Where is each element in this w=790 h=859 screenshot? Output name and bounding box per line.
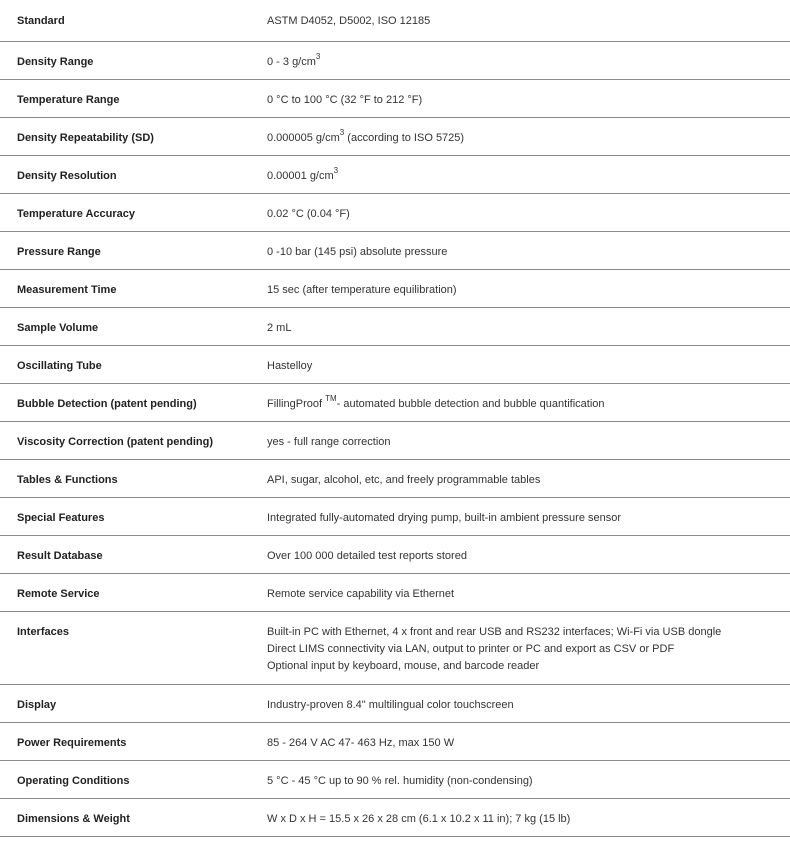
spec-value (250, 535, 790, 573)
spec-value-text-suffix: (according to ISO 5725) (344, 131, 465, 144)
spec-value-line (267, 697, 782, 714)
spec-value-line (267, 13, 782, 30)
spec-value-text: API, sugar, alcohol, etc, and freely programmable tables (267, 473, 541, 486)
spec-row (0, 459, 790, 497)
spec-row (0, 684, 790, 722)
spec-row (0, 722, 790, 760)
spec-value-line (267, 510, 782, 527)
spec-value (250, 193, 790, 231)
spec-value (250, 345, 790, 383)
spec-value-text: ASTM D4052, D5002, ISO 12185 (267, 15, 431, 27)
spec-value-line (267, 434, 782, 451)
spec-value (250, 155, 790, 193)
spec-row (0, 535, 790, 573)
spec-value-line (267, 735, 782, 752)
spec-label: Special Features (17, 511, 105, 524)
spec-row (0, 345, 790, 383)
spec-label: Temperature Accuracy (17, 207, 135, 220)
spec-value-line (267, 624, 782, 641)
spec-value-line (267, 358, 782, 375)
spec-value-text: 85 - 264 V AC 47- 463 Hz, max 150 W (267, 736, 455, 749)
spec-value (250, 421, 790, 459)
spec-row (0, 611, 790, 684)
spec-label: Bubble Detection (patent pending) (17, 397, 197, 410)
spec-value-text: Built-in PC with Ethernet, 4 x front and rear USB and RS232 interfaces; Wi-Fi via USB dongle (267, 625, 722, 638)
spec-label: Temperature Range (17, 93, 120, 106)
spec-row (0, 497, 790, 535)
spec-row (0, 573, 790, 611)
spec-value-line (267, 244, 782, 261)
spec-value-line (267, 811, 782, 828)
spec-value-text: FillingProof (267, 397, 326, 410)
spec-value-text: 5 °C - 45 °C up to 90 % rel. humidity (non-condensing) (267, 774, 533, 787)
spec-value (250, 117, 790, 155)
spec-label: Measurement Time (17, 283, 117, 296)
spec-value-text: Over 100 000 detailed test reports stored (267, 549, 467, 562)
spec-label: Operating Conditions (17, 774, 130, 787)
spec-row (0, 269, 790, 307)
spec-row (0, 117, 790, 155)
spec-value-text: Remote service capability via Ethernet (267, 587, 455, 600)
spec-value-text: 0.000005 g/cm (267, 131, 340, 144)
spec-value-text: Industry-proven 8.4" multilingual color touchscreen (267, 698, 514, 711)
spec-label: Density Repeatability (SD) (17, 131, 154, 144)
spec-value-line (267, 165, 782, 185)
spec-value-text: 15 sec (after temperature equilibration) (267, 283, 457, 296)
spec-value (250, 383, 790, 421)
spec-value-text: Optional input by keyboard, mouse, and barcode reader (267, 659, 540, 672)
spec-label: Density Resolution (17, 169, 117, 182)
spec-row (0, 79, 790, 117)
spec-label: Interfaces (17, 625, 69, 638)
spec-value-text: 0.00001 g/cm (267, 169, 334, 182)
spec-value (250, 459, 790, 497)
spec-value (250, 307, 790, 345)
spec-value-superscript: TM (325, 393, 337, 403)
spec-row (0, 0, 790, 41)
spec-value-text: Direct LIMS connectivity via LAN, output to printer or PC and export as CSV or PDF (267, 642, 675, 655)
spec-value-line (267, 773, 782, 790)
spec-value-superscript: 3 (315, 51, 321, 61)
spec-label: Sample Volume (17, 321, 99, 334)
spec-value (250, 0, 790, 41)
spec-row (0, 231, 790, 269)
spec-value-line (267, 586, 782, 603)
spec-value-text: Integrated fully-automated drying pump, built-in ambient pressure sensor (267, 511, 622, 524)
spec-value (250, 611, 790, 684)
spec-value (250, 269, 790, 307)
spec-value-text: 0.02 °C (0.04 °F) (267, 207, 350, 220)
spec-value-line (267, 393, 782, 413)
spec-value-superscript: 3 (339, 127, 345, 137)
spec-value-superscript: 3 (333, 165, 339, 175)
spec-value (250, 573, 790, 611)
spec-row (0, 41, 790, 79)
spec-value-line (267, 641, 782, 658)
spec-label: Standard (17, 15, 65, 27)
spec-value-line (267, 92, 782, 109)
spec-value-text-suffix: - automated bubble detection and bubble quantification (336, 397, 605, 410)
spec-value-line (267, 472, 782, 489)
spec-label: Result Database (17, 549, 103, 562)
spec-label: Dimensions & Weight (17, 812, 130, 825)
spec-value-text: yes - full range correction (267, 435, 391, 448)
spec-value-text: 0 -10 bar (145 psi) absolute pressure (267, 245, 448, 258)
spec-label: Pressure Range (17, 245, 101, 258)
spec-label: Viscosity Correction (patent pending) (17, 435, 213, 448)
spec-value (250, 760, 790, 798)
spec-value-line (267, 282, 782, 299)
spec-row (0, 155, 790, 193)
spec-value-text: W x D x H = 15.5 x 26 x 28 cm (6.1 x 10.2 x 11 in); 7 kg (15 lb) (267, 812, 571, 825)
spec-value (250, 684, 790, 722)
spec-label: Display (17, 698, 57, 711)
spec-value-text: 0 - 3 g/cm (267, 55, 316, 68)
spec-label: Tables & Functions (17, 473, 118, 486)
spec-value-line (267, 658, 782, 675)
spec-value-line (267, 548, 782, 565)
spec-row (0, 760, 790, 798)
spec-row (0, 193, 790, 231)
spec-value (250, 722, 790, 760)
spec-value-text: 2 mL (267, 321, 292, 334)
spec-value-line (267, 206, 782, 223)
spec-value (250, 41, 790, 79)
spec-value-line (267, 51, 782, 71)
spec-label: Density Range (17, 55, 94, 68)
spec-row (0, 383, 790, 421)
spec-label: Power Requirements (17, 736, 127, 749)
spec-row (0, 307, 790, 345)
spec-value-line (267, 127, 782, 147)
spec-value-line (267, 320, 782, 337)
spec-value-text: 0 °C to 100 °C (32 °F to 212 °F) (267, 93, 423, 106)
spec-value (250, 79, 790, 117)
spec-label: Remote Service (17, 587, 100, 600)
spec-row (0, 421, 790, 459)
spec-value (250, 798, 790, 836)
spec-label: Oscillating Tube (17, 359, 102, 372)
spec-value (250, 497, 790, 535)
spec-value (250, 231, 790, 269)
spec-row (0, 798, 790, 836)
spec-value-text: Hastelloy (267, 359, 313, 372)
